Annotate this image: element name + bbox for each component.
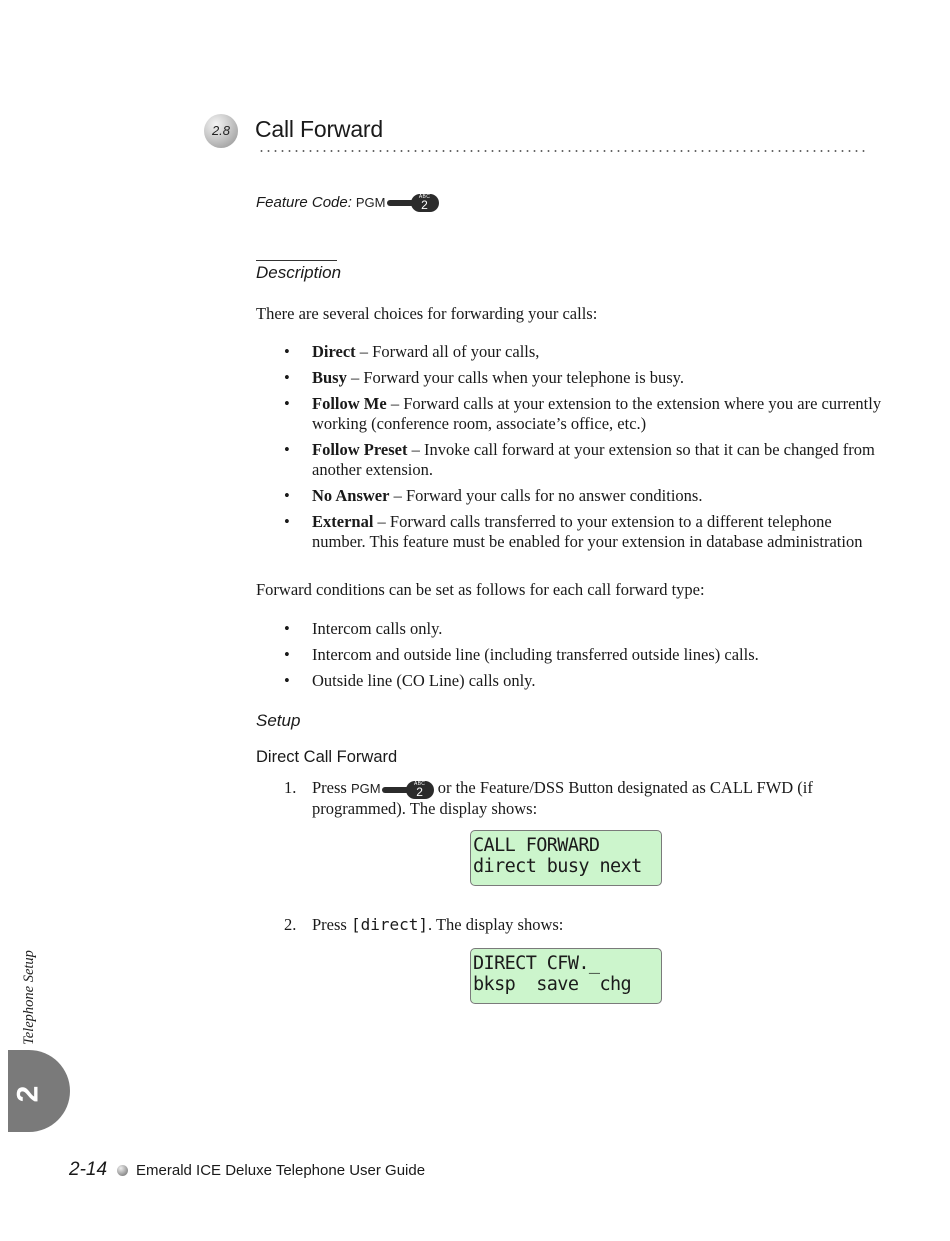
- key-letters: ABC: [418, 194, 431, 200]
- lcd-line-1: DIRECT CFW._: [473, 953, 600, 974]
- lcd-line-1: CALL FORWARD: [473, 835, 600, 856]
- step-item: 1. Press PGM ABC 2 or the Feature/DSS Button designated as CALL FWD (if programmed). The display shows:: [284, 778, 813, 818]
- list-item: • Outside line (CO Line) calls only.: [284, 671, 536, 690]
- pgm-key-label: PGM: [350, 781, 381, 796]
- list-item: • Direct – Forward all of your calls,: [284, 342, 540, 361]
- lcd-display: [470, 830, 662, 886]
- feature-code-label: Feature Code:: [256, 193, 352, 211]
- dial-key-2-icon: [387, 194, 439, 212]
- footer-bullet-icon: [117, 1165, 128, 1176]
- list-item: • No Answer – Forward your calls for no answer conditions.: [284, 486, 703, 505]
- pgm-key-label: PGM: [355, 194, 386, 210]
- lcd-line-2: direct busy next: [473, 856, 642, 877]
- step-item: 2. Press [direct]. The display shows:: [284, 915, 564, 934]
- section-number: 2.8: [211, 123, 231, 138]
- lcd-display: [470, 948, 662, 1004]
- lcd-line-2: bksp save chg: [473, 974, 632, 995]
- key-digit: 2: [421, 198, 428, 212]
- list-item: • Intercom and outside line (including transferred outside lines) calls.: [284, 645, 759, 664]
- section-title: Call Forward: [255, 116, 383, 142]
- list-item: • Intercom calls only.: [284, 619, 443, 638]
- forward-types-list: [284, 342, 884, 558]
- chapter-tab: [8, 1050, 70, 1132]
- setup-subheading: Direct Call Forward: [256, 748, 398, 766]
- conditions-intro: Forward conditions can be set as follows for each call forward type:: [256, 580, 705, 599]
- chapter-side-label: Telephone Setup: [21, 950, 37, 1045]
- page-number: 2-14: [69, 1159, 108, 1180]
- section-number-badge: [204, 114, 238, 148]
- list-item: • Busy – Forward your calls when your telephone is busy.: [284, 368, 684, 387]
- setup-heading: Setup: [256, 711, 301, 730]
- description-heading: Description: [256, 263, 342, 282]
- guide-title: Emerald ICE Deluxe Telephone User Guide: [136, 1161, 426, 1179]
- list-item: • External – Forward calls transferred to your extension to a different telephone number. This feature must be enabled for your extension in database administration: [284, 512, 863, 551]
- description-intro: There are several choices for forwarding your calls:: [256, 304, 598, 323]
- setup-steps: [284, 778, 884, 819]
- description-rule: [256, 260, 337, 261]
- dial-key-2-icon: ABC 2: [382, 781, 434, 799]
- dotted-divider: [258, 150, 868, 152]
- conditions-list: [284, 619, 884, 697]
- page-footer: [69, 1159, 425, 1181]
- setup-steps: [284, 915, 884, 935]
- list-item: • Follow Preset – Invoke call forward at your extension so that it can be changed from another extension.: [284, 440, 875, 479]
- direct-softkey-label: [direct]: [350, 915, 429, 934]
- list-item: • Follow Me – Forward calls at your extension to the extension where you are currently working (conference room, associate’s office, etc.): [284, 394, 882, 433]
- chapter-number: 2: [11, 1085, 45, 1103]
- feature-code: [256, 193, 439, 211]
